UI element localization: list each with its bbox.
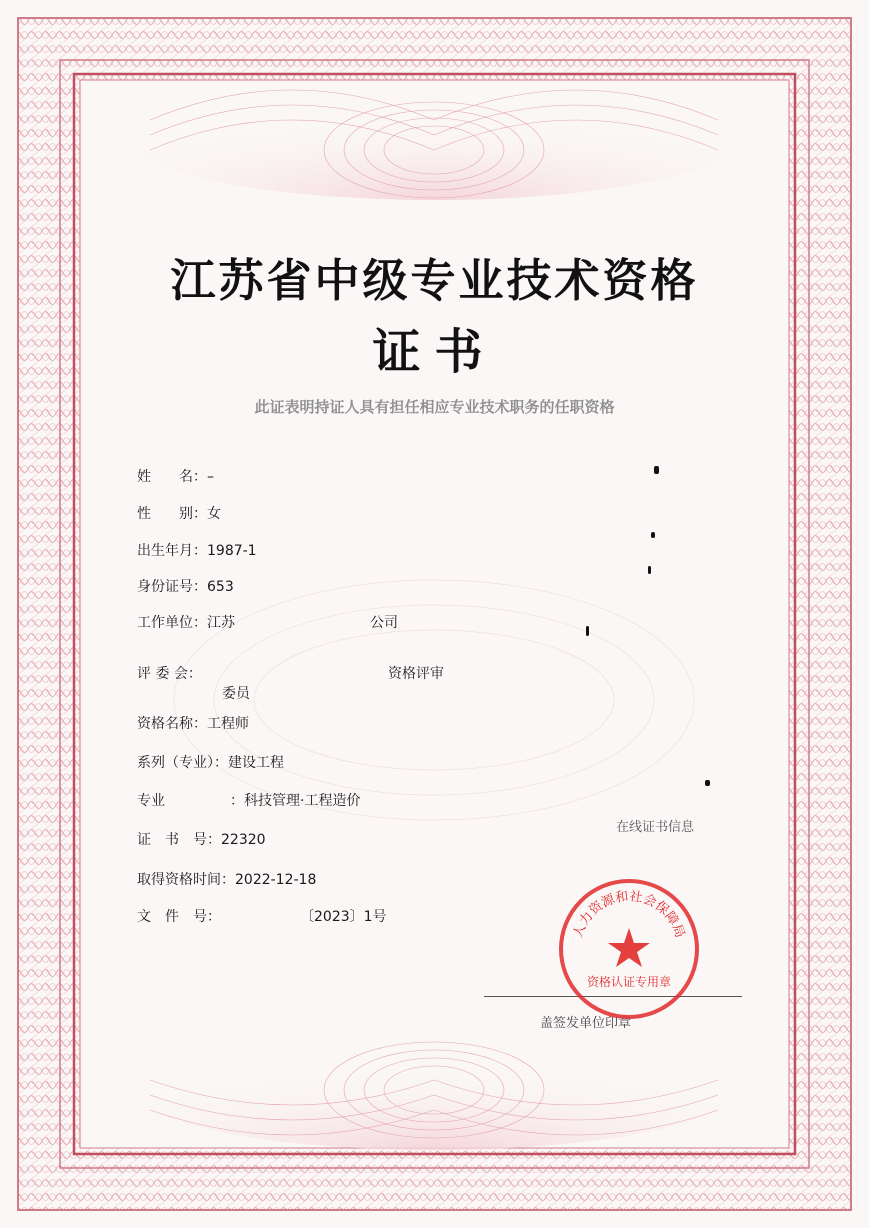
- field-qualification: [137, 713, 249, 733]
- certificate-title-line2: 证书: [372, 324, 497, 380]
- field-committee: [137, 663, 202, 683]
- issuer-sign-text: 盖签发单位印章: [540, 1016, 632, 1031]
- field-gender: [137, 503, 221, 523]
- field-series-value: 建设工程: [228, 755, 284, 771]
- certificate-title: 江苏省中级专业技术资格: [170, 254, 699, 307]
- field-employer-label: 工作单位：: [137, 615, 207, 631]
- seal-glyph: 保: [651, 898, 672, 919]
- field-employer-value-tail: 公司: [370, 615, 398, 631]
- field-document-number: [137, 906, 221, 926]
- seal-glyph: 会: [640, 891, 659, 911]
- seal-glyph: 社: [628, 889, 644, 906]
- field-series-label: 系列（专业）：: [137, 755, 228, 771]
- redaction-mark: [654, 466, 659, 474]
- field-date-label: 取得资格时间：: [137, 872, 235, 888]
- seal-glyph: 局: [668, 922, 688, 940]
- redaction-mark: [586, 626, 589, 636]
- field-cert-number-value: 22320: [221, 832, 266, 848]
- field-birth-value: 1987-1: [207, 543, 257, 559]
- seal-glyph: 人: [570, 922, 590, 940]
- field-gender-value: 女: [207, 506, 221, 522]
- seal-glyph: 源: [599, 891, 618, 911]
- certificate-subtitle: 此证表明持证人具有担任相应专业技术职务的任职资格: [254, 398, 615, 416]
- field-employer: [137, 612, 235, 632]
- redaction-mark: [705, 780, 710, 786]
- field-qualification-label: 资格名称：: [137, 716, 207, 732]
- field-name: [137, 466, 214, 486]
- field-birth-label: 出生年月：: [137, 543, 207, 559]
- field-specialty-label: 专业: [137, 793, 165, 809]
- seal-bottom-text: 资格认证专用章: [586, 975, 672, 989]
- field-doc-label: 文 件 号：: [137, 909, 221, 925]
- field-date-obtained: [137, 869, 316, 889]
- field-specialty: [137, 790, 360, 810]
- field-birth: [137, 540, 257, 560]
- field-specialty-value: ：科技管理·工程造价: [230, 793, 361, 809]
- seal-glyph: 障: [661, 909, 682, 929]
- online-certificate-info: 在线证书信息: [616, 820, 695, 835]
- official-seal: [556, 876, 702, 1022]
- field-id-label: 身份证号：: [137, 579, 207, 595]
- redaction-mark: [651, 532, 655, 538]
- redaction-mark: [648, 566, 651, 574]
- field-committee-value-line2: 委员: [222, 686, 250, 702]
- field-committee-value-tail: 资格评审: [388, 666, 444, 682]
- seal-glyph: 和: [614, 889, 630, 906]
- field-doc-value: 〔2023〕1号: [300, 909, 387, 925]
- field-committee-label: 评 委 会：: [137, 666, 202, 682]
- field-id-value: 653: [207, 579, 234, 595]
- field-id-number: [137, 576, 234, 596]
- field-series: [137, 752, 284, 772]
- field-gender-label: 性 别：: [137, 506, 207, 522]
- field-employer-value: 江苏: [207, 615, 235, 631]
- field-date-value: 2022-12-18: [235, 872, 317, 888]
- field-cert-number: [137, 829, 266, 849]
- field-qualification-value: 工程师: [207, 716, 249, 732]
- seal-glyph: 力: [576, 909, 597, 929]
- field-cert-number-label: 证 书 号：: [137, 832, 221, 848]
- field-name-label: 姓 名：: [137, 469, 207, 485]
- seal-glyph: 资: [586, 898, 607, 919]
- field-name-value: –: [207, 469, 214, 485]
